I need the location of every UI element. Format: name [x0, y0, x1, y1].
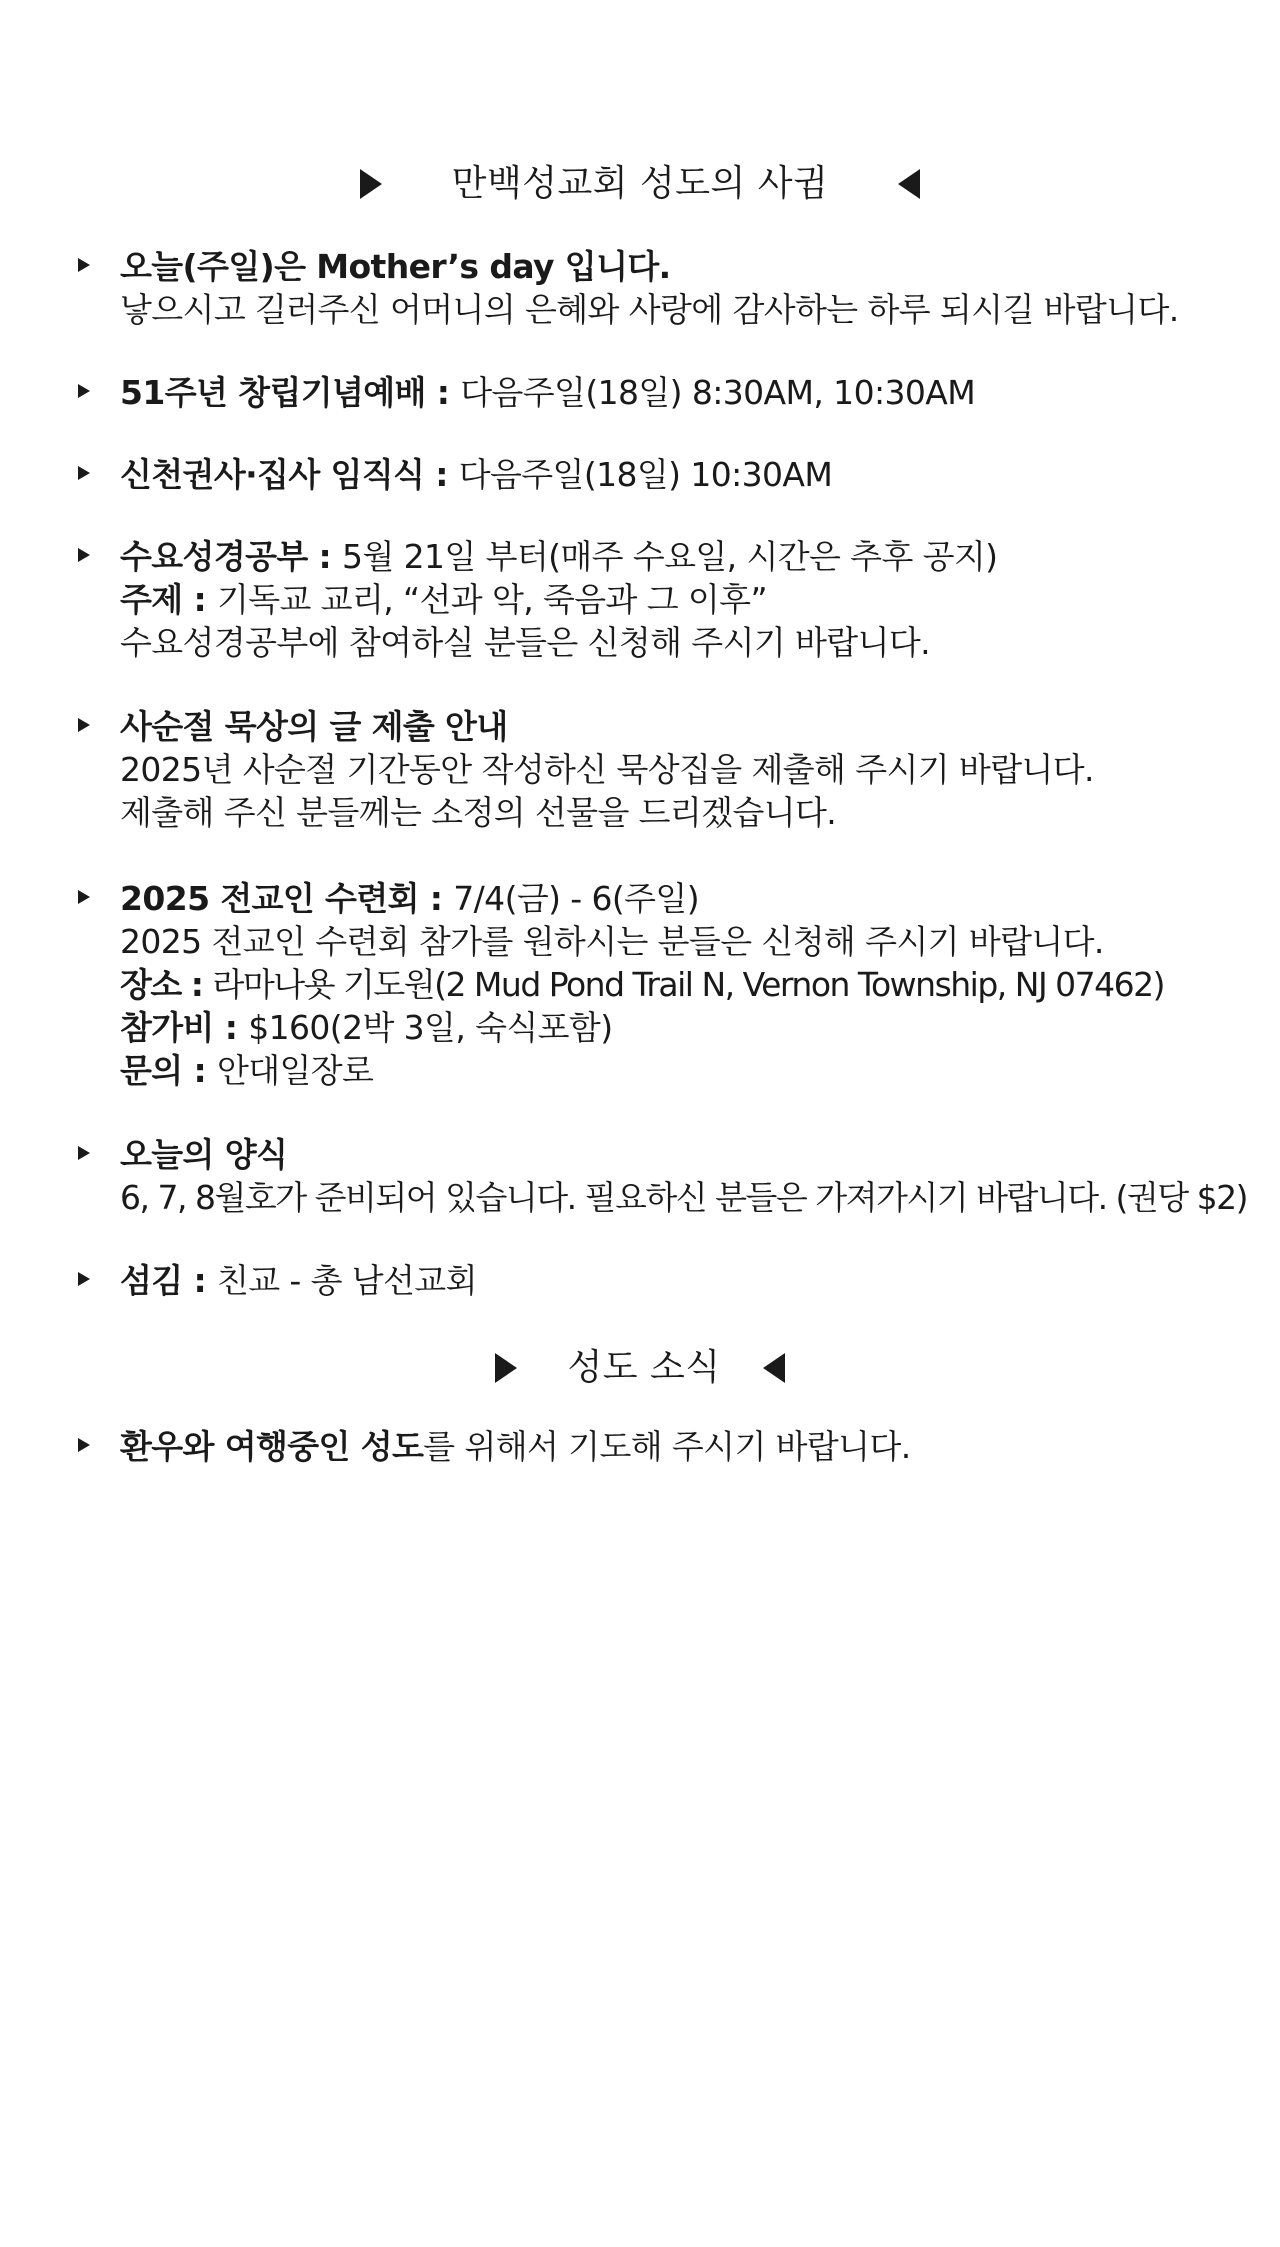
item-label: 수요성경공부 : [120, 537, 343, 576]
page-title: 만백성교회 성도의 사귐 [451, 163, 829, 204]
topic-label: 주제 : [120, 580, 217, 619]
bullet-icon [78, 1438, 90, 1452]
item-text: 다음주일(18일) 8:30AM, 10:30AM [460, 373, 976, 412]
item-label: 51주년 창립기념예배 : [120, 373, 461, 412]
place-text: 라마나욧 기도원(2 Mud Pond Trail N, Vernon Township, NJ 07462) [212, 965, 1165, 1004]
fee-label: 참가비 : [120, 1008, 249, 1047]
fee-text: $160(2박 3일, 숙식포함) [248, 1008, 613, 1047]
triangle-right-icon [360, 169, 382, 199]
bullet-icon [78, 384, 90, 398]
item-text: 7/4(금) - 6(주일) [453, 879, 699, 918]
item-text: 2025년 사순절 기간동안 작성하신 묵상집을 제출해 주시기 바랍니다. [120, 750, 1094, 789]
item-label: 섬김 : [120, 1261, 217, 1300]
section-heading: 성도 소식 [567, 1347, 721, 1388]
contact-text: 안대일장로 [216, 1051, 374, 1090]
triangle-left-icon [898, 169, 920, 199]
bullet-icon [78, 1146, 90, 1160]
bullet-icon [78, 890, 90, 904]
item-text: 2025 전교인 수련회 참가를 원하시는 분들은 신청해 주시기 바랍니다. [120, 922, 1104, 961]
item-text: 친교 - 총 남선교회 [216, 1261, 477, 1300]
item-text: 를 위해서 기도해 주시기 바랍니다. [423, 1427, 911, 1466]
item-heading: 사순절 묵상의 글 제출 안내 [120, 707, 508, 746]
item-text: 다음주일(18일) 10:30AM [458, 455, 833, 494]
bullet-icon [78, 718, 90, 732]
bullet-icon [78, 1272, 90, 1286]
triangle-left-icon [763, 1353, 785, 1383]
place-label: 장소 : [120, 965, 213, 1004]
bullet-icon [78, 548, 90, 562]
item-heading: 오늘(주일)은 Mother’s day 입니다. [120, 247, 671, 286]
item-text: 6, 7, 8월호가 준비되어 있습니다. 필요하신 분들은 가져가시기 바랍니다. (권당 $2) [120, 1178, 1248, 1217]
section-title-fellowship [0, 162, 1280, 206]
bullet-icon [78, 258, 90, 272]
contact-label: 문의 : [120, 1051, 217, 1090]
item-label: 신천권사·집사 임직식 : [120, 455, 459, 494]
item-label: 2025 전교인 수련회 : [120, 879, 454, 918]
item-text: 낳으시고 길러주신 어머니의 은혜와 사랑에 감사하는 하루 되시길 바랍니다. [120, 290, 1179, 329]
item-text: 제출해 주신 분들께는 소정의 선물을 드리겠습니다. [120, 793, 837, 832]
triangle-right-icon [495, 1353, 517, 1383]
item-text: 수요성경공부에 참여하실 분들은 신청해 주시기 바랍니다. [120, 623, 931, 662]
section-title-news [0, 1346, 1280, 1390]
item-text: 5월 21일 부터(매주 수요일, 시간은 추후 공지) [342, 537, 998, 576]
topic-text: 기독교 교리, “선과 악, 죽음과 그 이후” [216, 580, 767, 619]
item-label: 환우와 여행중인 성도 [120, 1427, 424, 1466]
bullet-icon [78, 466, 90, 480]
item-heading: 오늘의 양식 [120, 1135, 288, 1174]
